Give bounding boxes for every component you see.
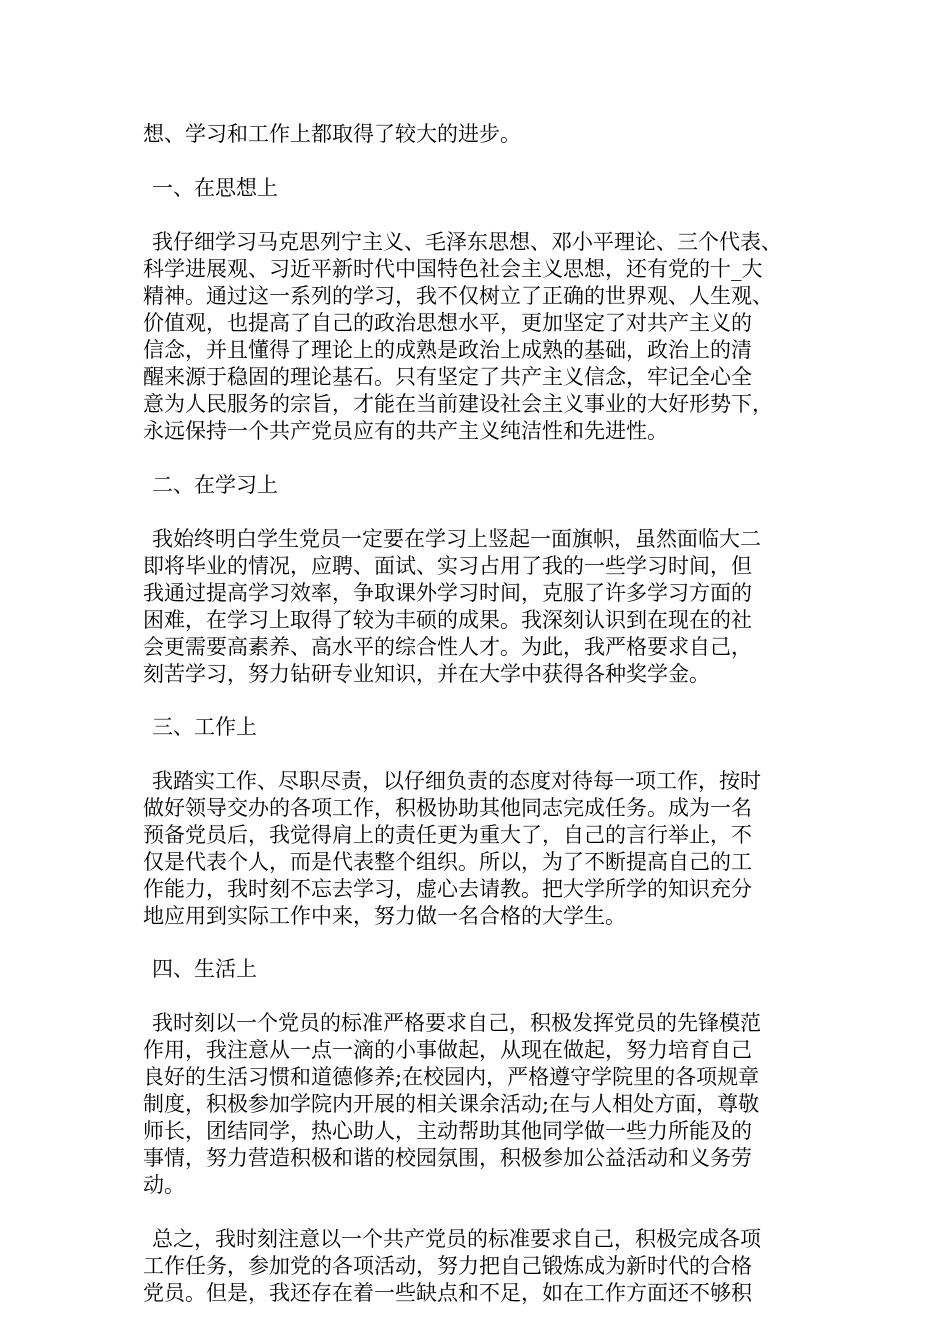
text-line: 精神。通过这一系列的学习，我不仅树立了正确的世界观、人生观、 bbox=[143, 284, 773, 308]
text-line: 总之，我时刻注意以一个共产党员的标准要求自己，积极完成各项 bbox=[152, 1227, 761, 1251]
text-line: 作用，我注意从一点一滴的小事做起，从现在做起，努力培育自己 bbox=[143, 1038, 752, 1062]
section-heading: 一、在思想上 bbox=[152, 176, 278, 200]
text-line: 即将毕业的情况，应聘、面试、实习占用了我的一些学习时间，但 bbox=[143, 554, 752, 578]
text-line: 制度，积极参加学院内开展的相关课余活动;在与人相处方面，尊敬 bbox=[143, 1092, 760, 1116]
text-line: 我时刻以一个党员的标准严格要求自己，积极发挥党员的先锋模范 bbox=[152, 1011, 761, 1035]
text-line: 我仔细学习马克思列宁主义、毛泽东思想、邓小平理论、三个代表、 bbox=[152, 230, 782, 254]
section-heading: 二、在学习上 bbox=[152, 473, 278, 497]
text-line: 工作任务，参加党的各项活动，努力把自己锻炼成为新时代的合格 bbox=[143, 1254, 752, 1278]
text-line: 刻苦学习，努力钻研专业知识，并在大学中获得各种奖学金。 bbox=[143, 662, 710, 686]
text-line: 科学进展观、习近平新时代中国特色社会主义思想，还有党的十_大 bbox=[143, 257, 763, 281]
text-line: 事情，努力营造积极和谐的校园氛围，积极参加公益活动和义务劳 bbox=[143, 1146, 752, 1170]
section-heading: 三、工作上 bbox=[152, 715, 257, 739]
text-line: 醒来源于稳固的理论基石。只有坚定了共产主义信念，牢记全心全 bbox=[143, 365, 752, 389]
text-line: 仅是代表个人，而是代表整个组织。所以，为了不断提高自己的工 bbox=[143, 850, 752, 874]
text-line: 作能力，我时刻不忘去学习，虚心去请教。把大学所学的知识充分 bbox=[143, 877, 752, 901]
text-line: 地应用到实际工作中来，努力做一名合格的大学生。 bbox=[143, 904, 626, 928]
text-line: 想、学习和工作上都取得了较大的进步。 bbox=[143, 122, 521, 146]
text-line: 预备党员后，我觉得肩上的责任更为重大了，自己的言行举止，不 bbox=[143, 823, 752, 847]
text-line: 良好的生活习惯和道德修养;在校园内，严格遵守学院里的各项规章 bbox=[143, 1065, 760, 1089]
text-line: 我踏实工作、尽职尽责，以仔细负责的态度对待每一项工作，按时 bbox=[152, 769, 761, 793]
text-line: 信念，并且懂得了理论上的成熟是政治上成熟的基础，政治上的清 bbox=[143, 338, 752, 362]
text-line: 师长，团结同学，热心助人，主动帮助其他同学做一些力所能及的 bbox=[143, 1119, 752, 1143]
text-line: 意为人民服务的宗旨，才能在当前建设社会主义事业的大好形势下， bbox=[143, 392, 773, 416]
text-line: 永远保持一个共产党员应有的共产主义纯洁性和先进性。 bbox=[143, 419, 668, 443]
text-line: 会更需要高素养、高水平的综合性人才。为此，我严格要求自己， bbox=[143, 635, 752, 659]
text-line: 我通过提高学习效率，争取课外学习时间，克服了许多学习方面的 bbox=[143, 581, 752, 605]
text-line: 价值观，也提高了自己的政治思想水平，更加坚定了对共产主义的 bbox=[143, 311, 752, 335]
text-line: 困难，在学习上取得了较为丰硕的成果。我深刻认识到在现在的社 bbox=[143, 608, 752, 632]
text-line: 做好领导交办的各项工作，积极协助其他同志完成任务。成为一名 bbox=[143, 796, 752, 820]
text-line: 动。 bbox=[143, 1173, 185, 1197]
section-heading: 四、生活上 bbox=[152, 957, 257, 981]
text-line: 我始终明白学生党员一定要在学习上竖起一面旗帜，虽然面临大二 bbox=[152, 527, 761, 551]
text-line: 党员。但是，我还存在着一些缺点和不足，如在工作方面还不够积 bbox=[143, 1281, 752, 1305]
